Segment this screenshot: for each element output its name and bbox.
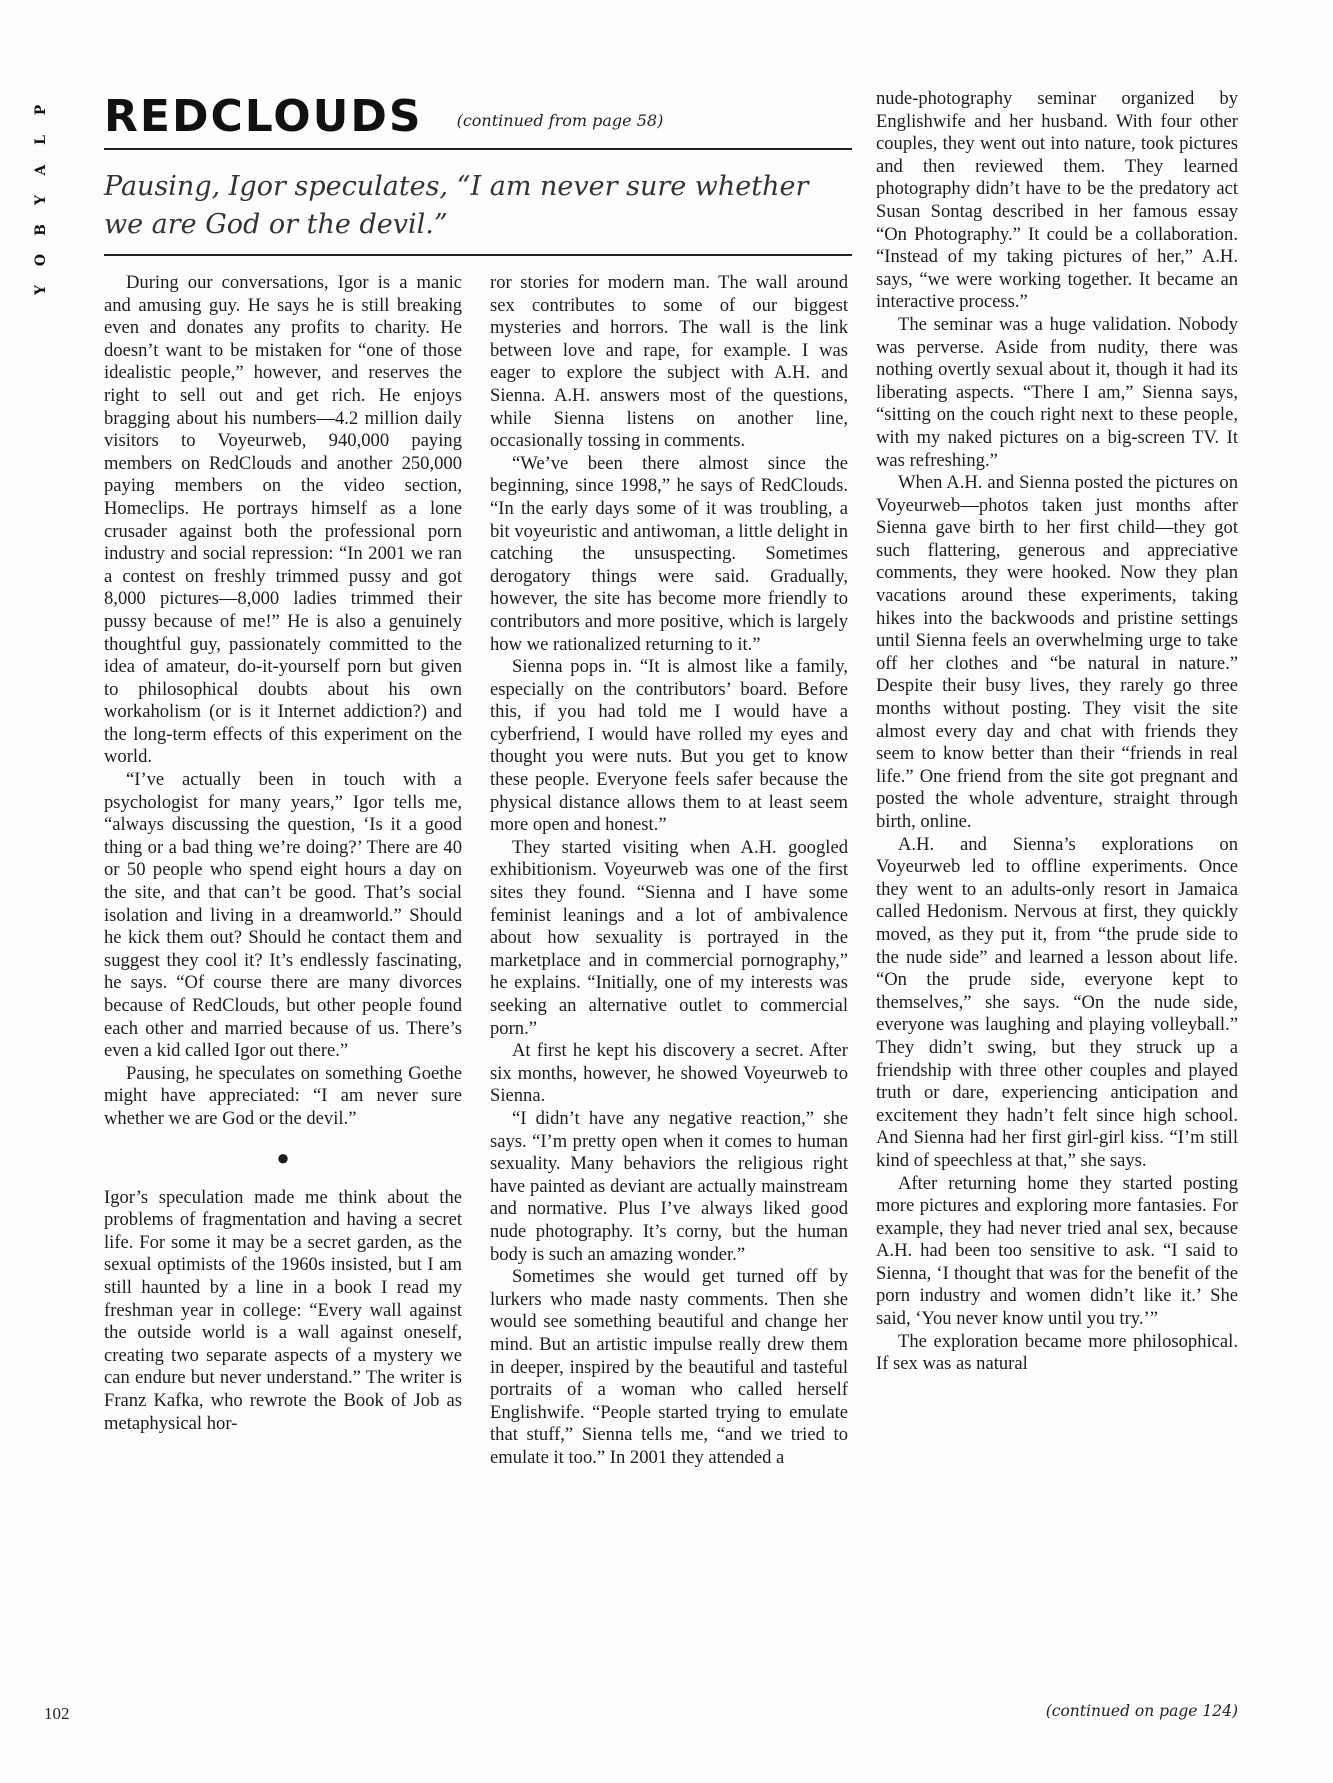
paragraph: The exploration became more philosophical. If sex was as natural xyxy=(876,1330,1238,1375)
paragraph: Sienna pops in. “It is almost like a family, especially on the contributors’ board. Before this, if you had told me I would have a cyberfriend, I would have rolled my eyes and thought you were nuts. But you get to know these people. Everyone feels safer because the physical distance allows them to at least seem more open and honest.” xyxy=(490,656,848,836)
paragraph: Sometimes she would get turned off by lurkers who made nasty comments. Then she would see something beautiful and change her mind. But an artistic impulse really drew them in deeper, inspired by the beautiful and tasteful portraits of a woman who called herself Englishwife. “People started trying to emulate that stuff,” Sienna tells me, “and we tried to emulate it too.” In 2001 they attended a xyxy=(490,1266,848,1468)
pull-quote-rule xyxy=(104,254,852,256)
paragraph: Igor’s speculation made me think about the problems of fragmentation and having a secret life. For some it may be a secret garden, as the sexual optimists of the 1960s insisted, but I am still haunted by a line in a book I read my freshman year in college: “Every wall against the outside world is a wall against oneself, creating two separate aspects of a mystery we can endure but never understand.” The writer is Franz Kafka, who rewrote the Book of Job as metaphysical hor- xyxy=(104,1186,462,1434)
magazine-letter: Y xyxy=(33,195,49,205)
continued-from: (continued from page 58) xyxy=(456,111,664,130)
paragraph: ror stories for modern man. The wall around sex contributes to some of our biggest mysteries and horrors. The wall is the link between love and rape, for example. I was eager to explore the subject with A.H. and Sienna. A.H. answers most of the questions, while Sienna listens on another line, occasionally tossing in comments. xyxy=(490,272,848,452)
title-rule xyxy=(104,148,852,150)
column-1 xyxy=(104,272,462,1435)
continued-on: (continued on page 124) xyxy=(1045,1702,1238,1720)
paragraph: Pausing, he speculates on something Goethe might have appreciated: “I am never sure whether we are God or the devil.” xyxy=(104,1062,462,1129)
magazine-letter: A xyxy=(33,164,49,176)
magazine-letter: L xyxy=(33,135,49,145)
column-2 xyxy=(490,272,848,1469)
paragraph: A.H. and Sienna’s explorations on Voyeurweb led to offline experiments. Once they went to an adults-only resort in Jamaica called Hedonism. Nervous at first, they quickly moved, as they put it, from “the prude side to the nude side” and learned a lesson about life. “On the prude side, everyone kept to themselves,” she says. “On the nude side, everyone was laughing and playing volleyball.” They didn’t swing, but they struck up a friendship with three other couples and played truth or dare, experiencing anticipation and excitement they hadn’t felt since high school. And Sienna had her first girl-girl kiss. “I’m still kind of speechless at that,” she says. xyxy=(876,833,1238,1171)
paragraph: “We’ve been there almost since the beginning, since 1998,” he says of RedClouds. “In the early days some of it was troubling, a bit voyeuristic and antiwoman, a little delight in catching the unsuspecting. Sometimes derogatory things were said. Gradually, however, the site has become more friendly to contributors and more positive, which is largely how we rationalized returning to it.” xyxy=(490,452,848,655)
magazine-letter: P xyxy=(33,104,49,116)
paragraph: They started visiting when A.H. googled exhibitionism. Voyeurweb was one of the first sites they found. “Sienna and I have some feminist leanings and a lot of ambivalence about how sexuality is portrayed in the marketplace and in commercial pornography,” he explains. “Initially, one of my interests was seeking an alternative outlet to commercial porn.” xyxy=(490,836,848,1039)
pull-quote: Pausing, Igor speculates, “I am never sure whether we are God or the devil.” xyxy=(104,171,809,240)
title-row xyxy=(104,84,852,142)
paragraph: The seminar was a huge validation. Nobody was perverse. Aside from nudity, there was nothing overtly sexual about it, though it had its liberating aspects. “There I am,” Sienna says, “sitting on the couch right next to these people, with my naked pictures on a big-screen TV. It was refreshing.” xyxy=(876,313,1238,471)
paragraph: “I’ve actually been in touch with a psychologist for many years,” Igor tells me, “always discussing the question, ‘Is it a good thing or a bad thing we’re doing?’ There are 40 or 50 people who spend eight hours a day on the site, and that can’t be good. That’s social isolation and living in a dreamworld.” Should he kick them out? Should he contact them and suggest they cool it? It’s endlessly fascinating, he says. “Of course there are many divorces because of RedClouds, but other people found each other and married because of us. There’s even a kid called Igor out there.” xyxy=(104,769,462,1062)
magazine-letter: B xyxy=(33,224,49,236)
article-header xyxy=(104,84,852,256)
page-number: 102 xyxy=(44,1704,70,1723)
column-3 xyxy=(876,88,1238,1376)
paragraph: nude-photography seminar organized by Englishwife and her husband. With four other couples, they went out into nature, took pictures and then reviewed them. They learned photography didn’t have to be the predatory act Susan Sontag described in her famous essay “On Photography.” It could be a collaboration. “Instead of my taking pictures of her,” A.H. says, “we were working together. It became an interactive process.” xyxy=(876,88,1238,313)
magazine-name-vertical xyxy=(30,95,52,305)
magazine-letter: O xyxy=(33,253,49,267)
magazine-letter: Y xyxy=(33,285,49,295)
paragraph: During our conversations, Igor is a manic and amusing guy. He says he is still breaking even and donates any profits to charity. He doesn’t want to be mistaken for “one of those idealistic people,” however, and reserves the right to sell out and get rich. He enjoys bragging about his numbers—4.2 million daily visitors to Voyeurweb, 940,000 paying members on RedClouds and another 250,000 paying members on the video section, Homeclips. He portrays himself as a lone crusader against both the professional porn industry and social repression: “In 2001 we ran a contest on freshly trimmed pussy and got 8,000 pictures—8,000 ladies trimmed their pussy because of me!” He is also a genuinely thoughtful guy, passionately committed to the idea of amateur, do-it-yourself porn but given to philosophical doubts about his own workaholism (or is it Internet addiction?) and the long-term effects of this experiment on the world. xyxy=(104,272,462,768)
section-separator: ● xyxy=(276,1144,290,1170)
paragraph: After returning home they started posting more pictures and exploring more fantasies. For example, they had never tried anal sex, because A.H. had been too sensitive to ask. “I said to Sienna, ‘I thought that was for the benefit of the porn industry and women didn’t like it.’ She said, ‘You never know until you try.’” xyxy=(876,1172,1238,1330)
paragraph: At first he kept his discovery a secret. After six months, however, he showed Voyeurweb to Sienna. xyxy=(490,1040,848,1107)
paragraph: When A.H. and Sienna posted the pictures on Voyeurweb—photos taken just months after Sienna gave birth to her first child—they got such flattering, generous and appreciative comments, they were hooked. Now they plan vacations around these experiments, taking hikes into the backwoods and pristine settings until Sienna feels an overwhelming urge to take off her clothes and “be natural in nature.” Despite their busy lives, they rarely go three months without posting. They visit the site almost every day and chat with friends they seem to know better than their “friends in real life.” One friend from the site got pregnant and posted the whole adventure, straight through birth, online. xyxy=(876,472,1238,832)
article-title: REDCLOUDS xyxy=(104,91,423,142)
paragraph: “I didn’t have any negative reaction,” she says. “I’m pretty open when it comes to human sexuality. Many behaviors the religious right have painted as deviant are actually mainstream and normative. Plus I’ve always liked good nude photography. It’s corny, but the human body is such an amazing wonder.” xyxy=(490,1107,848,1265)
